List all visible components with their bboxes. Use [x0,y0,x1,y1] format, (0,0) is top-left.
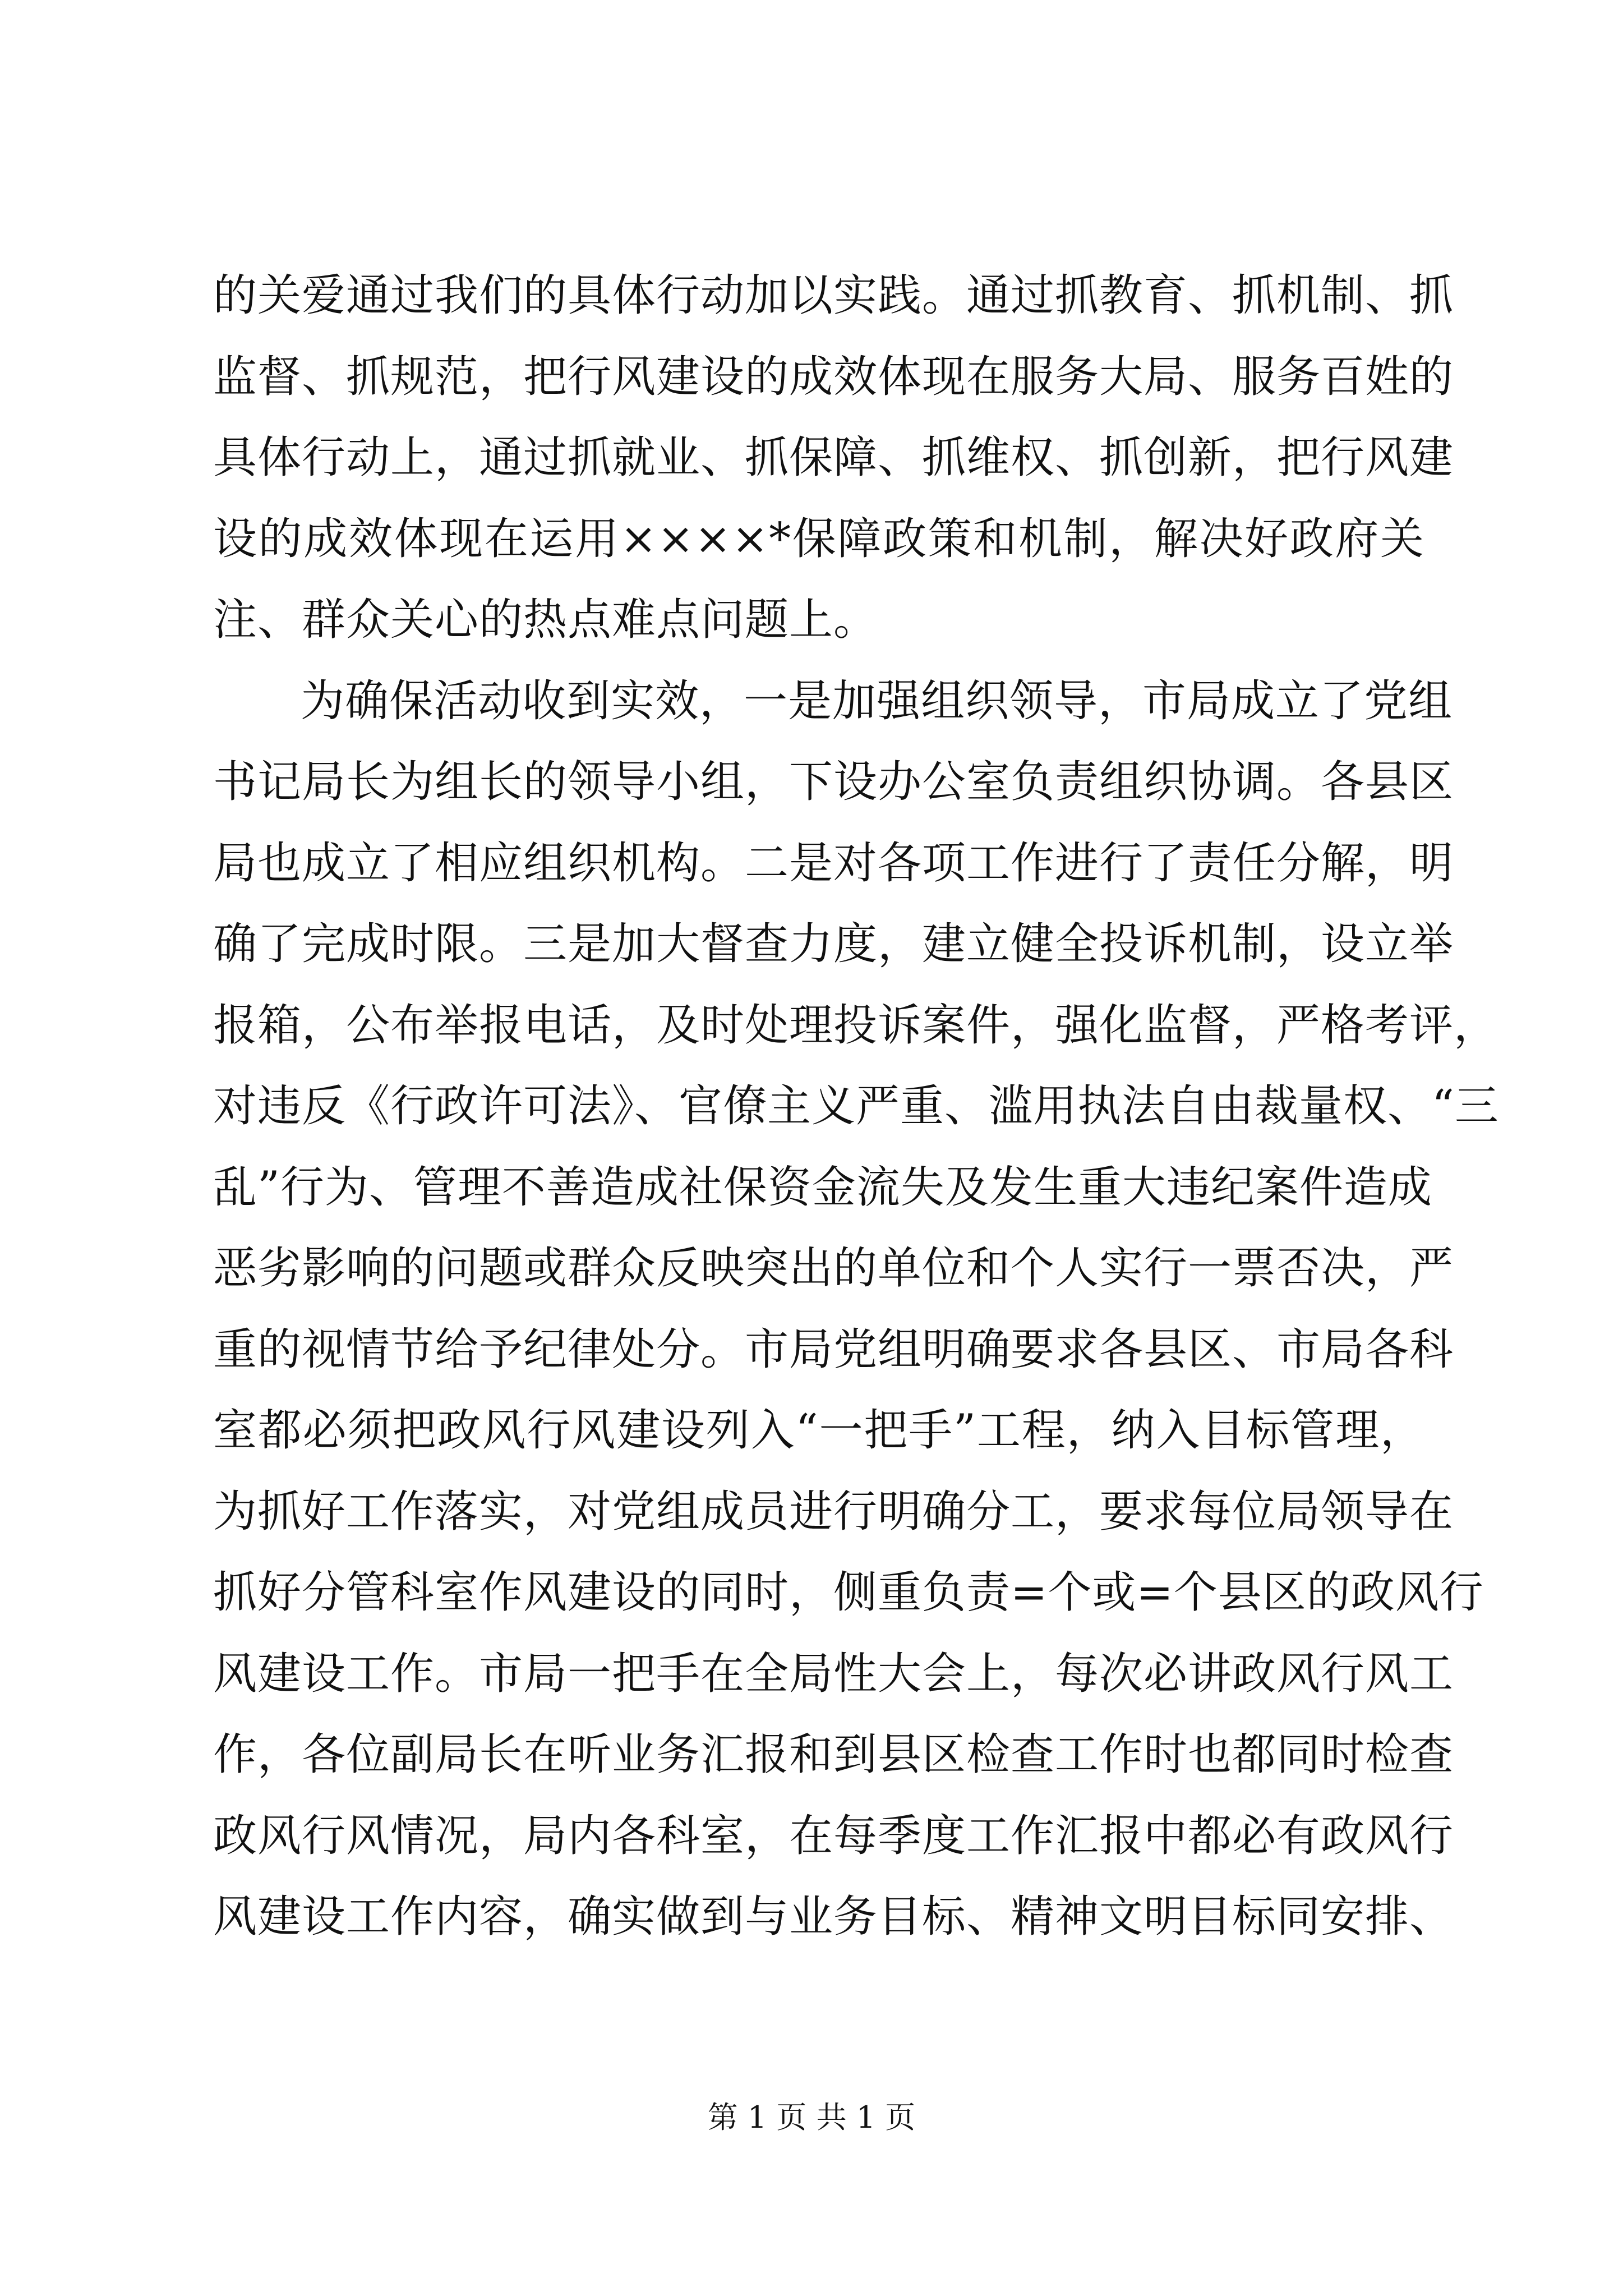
text-line: 作，各位副局长在听业务汇报和到县区检查工作时也都同时检查 [213,1729,1454,1780]
text-line: 局也成立了相应组织机构。二是对各项工作进行了责任分解，明 [213,838,1454,889]
text-line: 对违反《行政许可法》、官僚主义严重、滥用执法自由裁量权、“三 [213,1081,1499,1131]
text-line: 确了完成时限。三是加大督查力度，建立健全投诉机制，设立举 [213,919,1454,969]
text-line: 为确保活动收到实效，一是加强组织领导，市局成立了党组 [301,675,1453,726]
text-line: 的关爱通过我们的具体行动加以实践。通过抓教育、抓机制、抓 [213,270,1454,321]
text-line: 为抓好工作落实，对党组成员进行明确分工，要求每位局领导在 [213,1486,1454,1537]
text-line: 书记局长为组长的领导小组，下设办公室负责组织协调。各县区 [213,757,1454,807]
text-line: 监督、抓规范，把行风建设的成效体现在服务大局、服务百姓的 [213,351,1454,402]
text-line: 抓好分管科室作风建设的同时，侧重负责=个或=个县区的政风行 [213,1567,1484,1618]
text-line: 恶劣影响的问题或群众反映突出的单位和个人实行一票否决，严 [213,1243,1454,1294]
paragraph [213,255,1454,661]
text-line: 政风行风情况，局内各科室，在每季度工作汇报中都必有政风行 [213,1810,1454,1861]
text-line: 重的视情节给予纪律处分。市局党组明确要求各县区、市局各科 [213,1324,1454,1375]
body-text [213,255,1499,1958]
page-footer: 第 1 页 共 1 页 [707,2100,916,2135]
text-line: 报箱，公布举报电话，及时处理投诉案件，强化监督，严格考评， [213,1000,1498,1051]
text-line: 风建设工作内容，确实做到与业务目标、精神文明目标同安排、 [213,1892,1454,1942]
text-line: 风建设工作。市局一把手在全局性大会上，每次必讲政风行风工 [213,1648,1454,1699]
text-line: 注、群众关心的热点难点问题上。 [213,595,878,645]
text-line: 室都必须把政风行风建设列入“一把手”工程，纳入目标管理， [213,1405,1424,1456]
text-line: 具体行动上，通过抓就业、抓保障、抓维权、抓创新，把行风建 [213,432,1454,483]
text-line: 设的成效体现在运用××××*保障政策和机制，解决好政府关 [213,513,1424,564]
paragraph [213,661,1499,1958]
text-line: 乱”行为、管理不善造成社保资金流失及发生重大违纪案件造成 [213,1162,1432,1213]
